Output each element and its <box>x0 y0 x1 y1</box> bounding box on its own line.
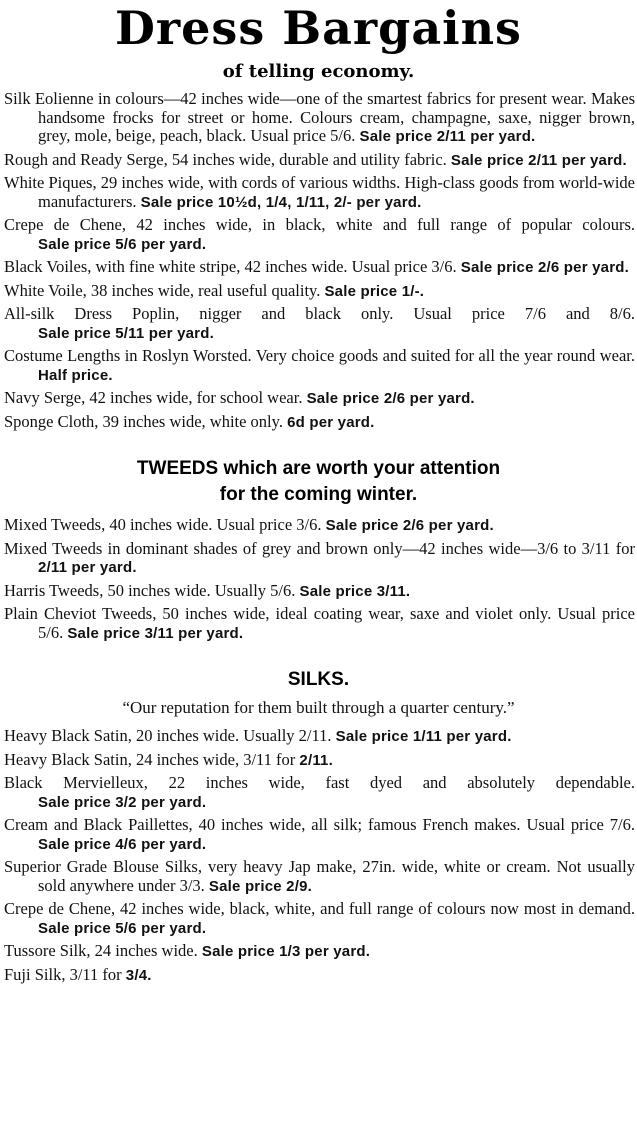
sale-price: Sale price 1/11 per yard. <box>335 728 512 745</box>
silks-heading: SILKS. <box>287 669 350 690</box>
sale-price: Sale price 5/6 per yard. <box>38 235 207 253</box>
list-item <box>0 605 637 643</box>
sale-price: 2/11. <box>299 751 333 769</box>
sale-price: Sale price 2/11 per yard. <box>450 151 627 169</box>
section-spacer <box>0 436 637 456</box>
list-item <box>0 540 637 578</box>
list-item <box>0 582 637 602</box>
item-description: Rough and Ready Serge, 54 inches wide, durable and utility fabric. <box>4 149 451 169</box>
list-item <box>0 305 637 343</box>
item-description: Cream and Black Paillettes, 40 inches wide, all silk; famous French makes. Usual price 7/6. <box>4 815 635 834</box>
sale-price: Sale price 3/11. <box>299 582 411 600</box>
list-item <box>0 900 637 938</box>
tweeds-heading: TWEEDS which are worth your attention <box>136 458 501 479</box>
sale-price: Sale price 1/-. <box>324 282 425 300</box>
list-item <box>0 751 637 771</box>
sale-price: Sale price 5/11 per yard. <box>38 324 214 342</box>
sale-price: Half price. <box>38 366 113 384</box>
sale-price: Sale price 1/3 per yard. <box>201 943 371 960</box>
sale-price: Sale price 3/2 per yard. <box>38 793 207 811</box>
item-description: White Piques, 29 inches wide, with cords of various widths. High-class goods from world-wide manufacturers. <box>4 173 635 211</box>
list-item <box>0 966 637 986</box>
item-description: Navy Serge, 42 inches wide, for school wear. <box>4 388 307 407</box>
sale-price: Sale price 2/11 per yard. <box>359 128 536 145</box>
list-item <box>0 516 637 536</box>
sale-price: 2/11 per yard. <box>38 559 137 576</box>
page-title: Dress Bargains <box>115 1 522 55</box>
sale-price: Sale price 5/6 per yard. <box>38 919 207 937</box>
list-item <box>0 282 637 302</box>
item-description: White Voile, 38 inches wide, real useful quality. <box>4 280 325 300</box>
item-description: Black Voiles, with fine white stripe, 42 inches wide. Usual price 3/6. <box>4 257 461 276</box>
item-description: Harris Tweeds, 50 inches wide. Usually 5/6. <box>4 580 300 600</box>
item-description: Mixed Tweeds in dominant shades of grey and brown only—42 inches wide—3/6 to 3/11 for <box>4 538 635 558</box>
item-description: Mixed Tweeds, 40 inches wide. Usual price 3/6. <box>4 515 326 534</box>
list-item <box>0 90 637 147</box>
dress-items-list <box>0 90 637 432</box>
sale-price: Sale price 2/6 per yard. <box>460 259 629 276</box>
item-description: Silk Eolienne in colours—42 inches wide—one of the smartest fabrics for present wear. Makes handsome frocks for street or home. Colours cream, champagne, saxe, nigger brown, grey, mole, beige, peach, black. Usual price 5/6. <box>4 89 635 145</box>
item-description: Crepe de Chene, 42 inches wide, in black, white and full range of popular colours. <box>4 215 635 234</box>
item-description: Sponge Cloth, 39 inches wide, white only. <box>4 411 288 431</box>
list-item <box>0 151 637 171</box>
item-description: Plain Cheviot Tweeds, 50 inches wide, ideal coating wear, saxe and violet only. Usual price 5/6. <box>4 604 635 642</box>
sale-price: 6d per yard. <box>287 413 375 431</box>
sale-price: Sale price 2/9. <box>208 877 312 895</box>
item-description: All-silk Dress Poplin, nigger and black only. Usual price 7/6 and 8/6. <box>4 304 635 323</box>
list-item <box>0 347 637 385</box>
list-item <box>0 942 637 962</box>
list-item <box>0 413 637 433</box>
sale-price: Sale price 2/6 per yard. <box>306 390 475 407</box>
tweeds-subheading: for the coming winter. <box>219 484 418 505</box>
list-item <box>0 216 637 254</box>
list-item <box>0 258 637 278</box>
item-description: Crepe de Chene, 42 inches wide, black, white, and full range of colours now most in demand. <box>4 899 635 918</box>
item-description: Tussore Silk, 24 inches wide. <box>4 941 202 960</box>
list-item <box>0 816 637 854</box>
sale-price: Sale price 2/6 per yard. <box>325 517 494 534</box>
list-item <box>0 174 637 212</box>
item-description: Heavy Black Satin, 24 inches wide, 3/11 for <box>4 749 300 769</box>
item-description: Fuji Silk, 3/11 for <box>4 964 126 984</box>
list-item <box>0 727 637 747</box>
item-description: Superior Grade Blouse Silks, very heavy Jap make, 27in. wide, white or cream. Not usually sold anywhere under 3/3. <box>4 857 635 895</box>
sale-price: Sale price 10½d, 1/4, 1/11, 2/- per yard. <box>140 193 422 211</box>
page-subtitle: of telling economy. <box>222 61 415 82</box>
silks-items-list <box>0 727 637 985</box>
tweeds-items-list <box>0 516 637 643</box>
section-spacer <box>0 647 637 667</box>
sale-price: Sale price 3/11 per yard. <box>67 624 244 642</box>
item-description: Heavy Black Satin, 20 inches wide. Usually 2/11. <box>4 726 336 745</box>
item-description: Black Mervielleux, 22 inches wide, fast dyed and absolutely dependable. <box>4 773 635 792</box>
list-item <box>0 389 637 409</box>
sale-price: Sale price 4/6 per yard. <box>38 835 207 853</box>
list-item <box>0 774 637 812</box>
list-item <box>0 858 637 896</box>
item-description: Costume Lengths in Roslyn Worsted. Very choice goods and suited for all the year round wear. <box>4 346 635 365</box>
sale-price: 3/4. <box>125 966 152 984</box>
silks-quote: “Our reputation for them built through a quarter century.” <box>122 698 515 717</box>
